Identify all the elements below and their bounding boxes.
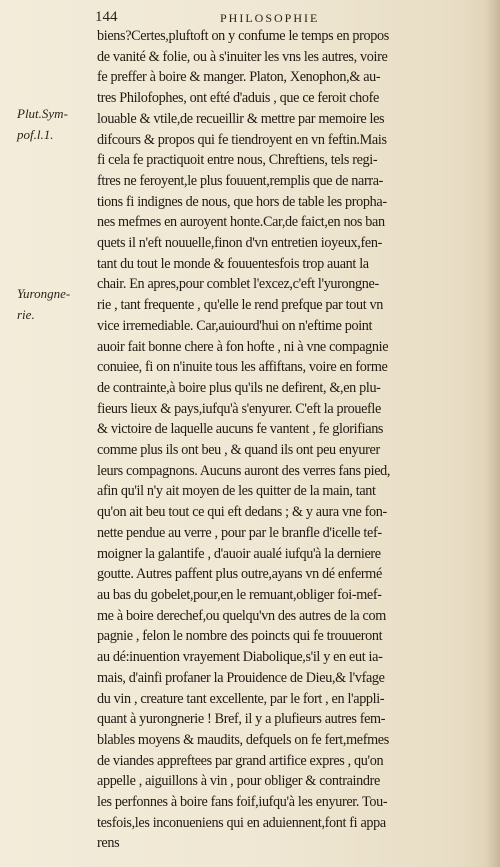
text-line: chair. En apres,pour comblet l'excez,c'eft l'yurongne- — [97, 276, 379, 293]
running-head: PHILOSOPHIE — [220, 11, 320, 25]
text-line: de vanité & folie, ou à s'inuiter les vns les autres, voire — [97, 48, 388, 65]
text-line: rens — [97, 835, 120, 852]
text-line: conuiee, fi on n'inuite tous les affiftans, voire en forme — [97, 359, 388, 376]
text-line: me à boire derechef,ou quelqu'vn des autres de la com — [97, 607, 386, 624]
text-line: pagnie , felon le nombre des poincts qui fe trouueront — [97, 628, 383, 645]
margin-note-line: pof.l.1. — [17, 127, 54, 142]
text-line: du vin , creature tant excellente, par le fort , en l'appli- — [97, 690, 385, 707]
text-line: difcours & propos qui fe tiendroyent en vn feftin.Mais — [97, 131, 387, 148]
page-edge-shadow — [486, 0, 500, 867]
margin-note-plutarch — [17, 103, 68, 145]
text-line: comme plus ils ont beu , & quand ils ont peu enyurer — [97, 442, 380, 459]
text-line: ftres ne feroyent,le plus fouuent,remplis que de narra- — [97, 172, 384, 189]
text-line: vice irremediable. Car,auiourd'hui on n'eftime point — [97, 317, 373, 334]
text-line: de contrainte,à boire plus qu'ils ne defirent, &,en plu- — [97, 379, 381, 396]
text-line: blables moyens & maudits, defquels on fe fert,mefmes — [97, 731, 389, 748]
body-text — [97, 26, 475, 854]
margin-note-line: Yurongne- — [17, 286, 71, 301]
text-line: quets il n'eft nouuelle,finon d'vn entretien ioyeux,fen- — [97, 235, 382, 252]
page-number: 144 — [95, 9, 118, 25]
text-line: fe preffer à boire & manger. Platon, Xenophon,& au- — [97, 69, 381, 86]
text-line: rie , tant frequente , qu'elle le rend prefque par tout vn — [97, 297, 383, 314]
text-line: appelle , aiguillons à vin , pour obliger & contraindre — [97, 773, 380, 790]
text-line: qu'on ait beu tout ce qui eft dedans ; & y aura vne fon- — [97, 504, 387, 521]
text-line: mais, d'ainfi profaner la Prouidence de Dieu,& l'vfage — [97, 669, 385, 686]
text-line: de viandes appreftees par grand artifice expres , qu'on — [97, 752, 384, 769]
text-line: tant du tout le monde & fouuentesfois trop auant la — [97, 255, 369, 272]
text-line: les perfonnes à boire fans foif,iufqu'à les enyurer. Tou- — [97, 794, 388, 811]
text-line: tions fi indignes de nous, que hors de table les propha- — [97, 193, 387, 210]
text-line: biens?Certes,pluftoft on y confume le temps en propos — [97, 28, 389, 44]
text-line: nette pendue au verre , pour par le branfle d'icelle tef- — [97, 524, 382, 541]
text-line: & victoire de laquelle aucuns fe vantent , fe glorifians — [97, 421, 384, 438]
text-line: au bas du gobelet,pour,en le remuant,obliger foi-mef- — [97, 586, 382, 603]
text-line: moigner la galantife , d'auoir aualé iufqu'à la derniere — [97, 545, 381, 562]
text-line: au dé:inuention vrayement Diabolique,s'il y en eut ia- — [97, 649, 383, 666]
text-line: fi cela fe practiquoit entre nous, Chreftiens, tels regi- — [97, 152, 378, 169]
text-line: leurs compagnons. Aucuns auront des verres fans pied, — [97, 462, 391, 479]
text-line: auoir fait bonne chere à fon hofte , ni à vne compagnie — [97, 338, 389, 355]
margin-note-line: rie. — [17, 307, 35, 322]
text-line: goutte. Autres paffent plus outre,ayans vn dé enfermé — [97, 566, 382, 583]
text-line: tesfois,les inconueniens qui en aduiennent,font fi appa — [97, 814, 386, 831]
text-line: fieurs lieux & pays,iufqu'à s'enyurer. C'eft la prouefle — [97, 400, 381, 417]
text-line: afin qu'il n'y ait moyen de les quitter de la main, tant — [97, 483, 376, 500]
margin-note-line: Plut.Sym- — [17, 106, 68, 121]
text-line: tres Philofophes, ont efté d'aduis , que ce feroit chofe — [97, 90, 379, 107]
text-line: quant à yurongnerie ! Bref, il y a plufieurs autres fem- — [97, 711, 386, 728]
margin-note-yurongnerie — [17, 283, 70, 325]
text-line: nes mefmes en auroyent honte.Car,de faict,en nos ban — [97, 214, 385, 231]
text-line: louable & vtile,de recueillir & mettre par memoire les — [97, 110, 385, 127]
